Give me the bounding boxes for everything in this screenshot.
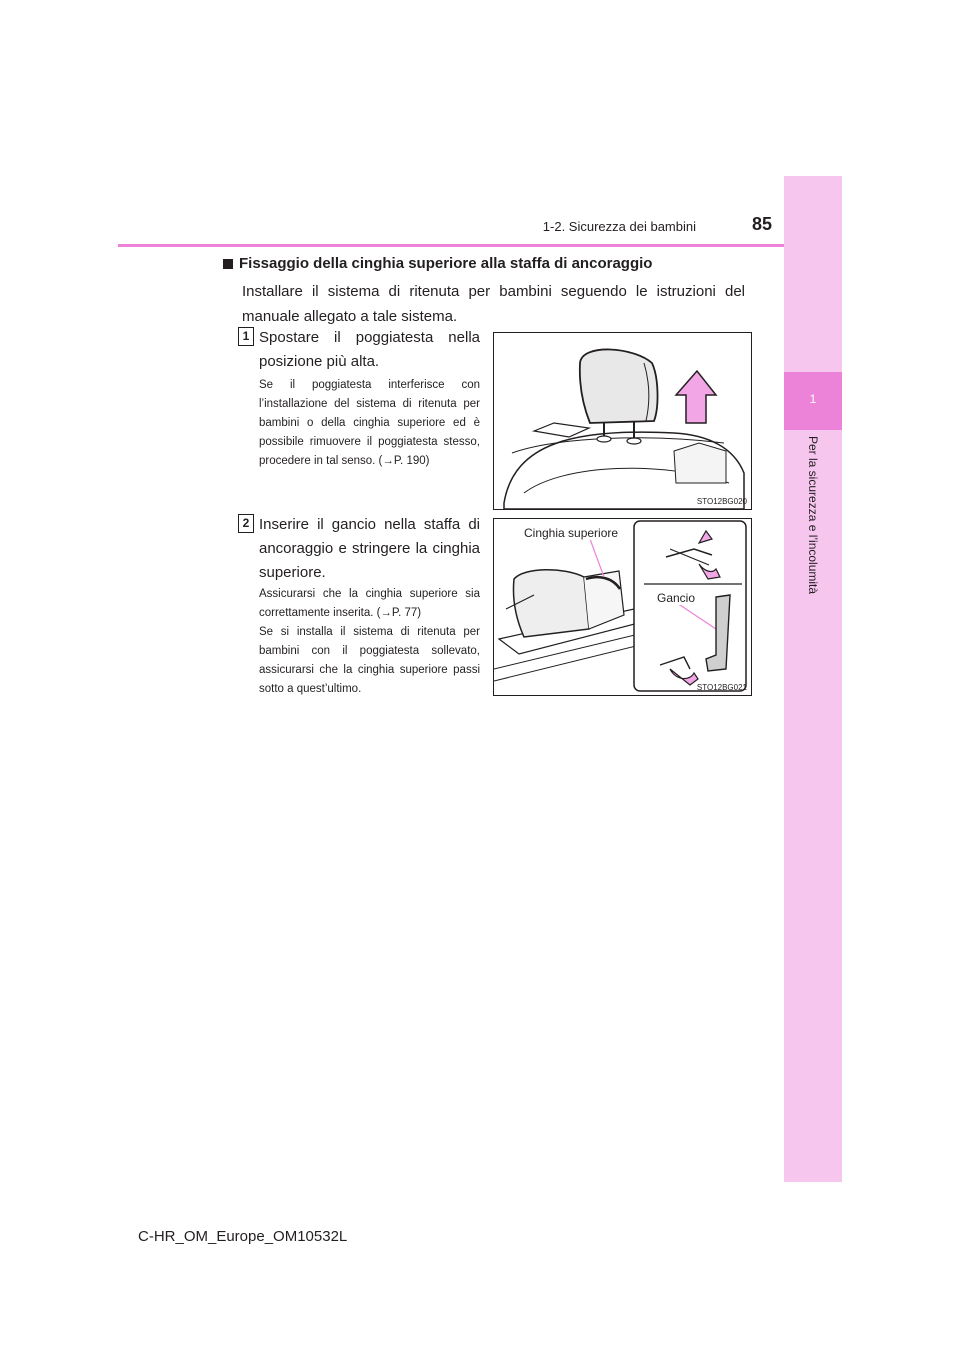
footer-doc-code: C-HR_OM_Europe_OM10532L bbox=[138, 1228, 348, 1245]
chapter-side-tab bbox=[784, 176, 842, 1182]
step-1-body: Se il poggiatesta interferisce con l’installazione del sistema di ritenuta per bambini o della cinghia superiore ed è possibile rimuovere il poggiatesta stesso, procedere in tal senso. (→P. 190) bbox=[259, 379, 480, 467]
square-bullet-icon bbox=[223, 259, 233, 269]
figure-1-code: STO12BG020 bbox=[696, 497, 747, 506]
step-2-title: Inserire il gancio nella staffa di ancoraggio e stringere la cinghia superiore. bbox=[259, 516, 480, 581]
figure-2-code: STO12BG021 bbox=[696, 683, 747, 692]
up-arrow-icon bbox=[676, 371, 716, 423]
subheading-text: Fissaggio della cinghia superiore alla staffa di ancoraggio bbox=[239, 255, 653, 272]
header-rule bbox=[118, 244, 784, 247]
headrest-illustration bbox=[494, 333, 751, 509]
page-number: 85 bbox=[751, 214, 772, 234]
intro-paragraph: Installare il sistema di ritenuta per bambini seguendo le istruzioni del manuale allegato a tale sistema. bbox=[242, 283, 745, 325]
step-2-body: Assicurarsi che la cinghia superiore sia correttamente inserita. (→P. 77) Se si installa il sistema di ritenuta per bambini con il poggiatesta sollevato, assicurarsi che la cinghia superiore passi sotto a quest’ultimo. bbox=[259, 588, 480, 695]
chapter-number: 1 bbox=[809, 392, 817, 406]
callout-top-strap: Cinghia superiore bbox=[524, 526, 619, 540]
step-2-badge: 2 bbox=[238, 514, 254, 533]
subheading bbox=[223, 255, 652, 272]
figure-headrest bbox=[493, 332, 752, 510]
callout-hook: Gancio bbox=[657, 591, 696, 605]
leader-line-strap bbox=[590, 539, 604, 577]
top-strap-illustration bbox=[494, 519, 751, 695]
step-1-title: Spostare il poggiatesta nella posizione più alta. bbox=[259, 329, 480, 370]
chapter-title: Per la sicurezza e l’incolumità bbox=[806, 436, 820, 595]
figure-top-strap bbox=[493, 518, 752, 696]
step-1-badge: 1 bbox=[238, 327, 254, 346]
section-header: 1-2. Sicurezza dei bambini bbox=[542, 219, 696, 234]
